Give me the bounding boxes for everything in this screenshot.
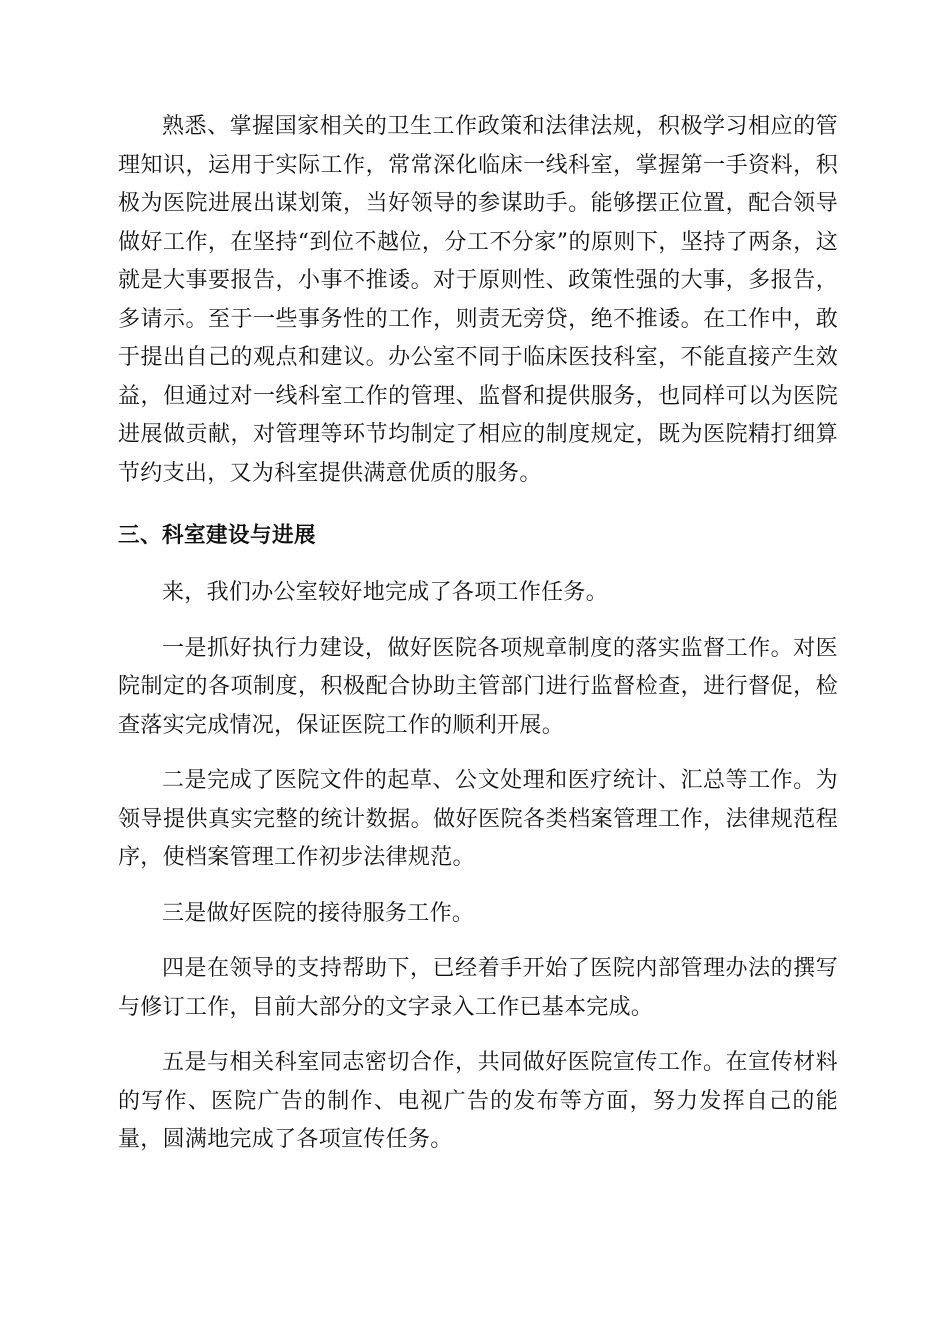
body-paragraph-item-2: 二是完成了医院文件的起草、公文处理和医疗统计、汇总等工作。为领导提供真实完整的统计数据。做好医院各类档案管理工作，法律规范程序，使档案管理工作初步法律规范。 <box>118 768 838 870</box>
body-paragraph-item-1: 一是抓好执行力建设，做好医院各项规章制度的落实监督工作。对医院制定的各项制度，积极配合协助主管部门进行监督检查，进行督促，检查落实完成情况，保证医院工作的顺利开展。 <box>118 635 838 738</box>
section-heading: 三、科室建设与进展 <box>118 523 317 548</box>
body-paragraph-duties: 熟悉、掌握国家相关的卫生工作政策和法律法规，积极学习相应的管理知识，运用于实际工作，常常深化临床一线科室，掌握第一手资料，积极为医院进展出谋划策，当好领导的参谋助手。能够摆正位置，配合领导做好工作，在坚持“到位不越位，分工不分家”的原则下，坚持了两条，这就是大事要报告，小事不推诿。对于原则性、政策性强的大事，多报告，多请示。至于一些事务性的工作，则责无旁贷，绝不推诿。在工作中，敢于提出自己的观点和建议。办公室不同于临床医技科室，不能直接产生效益，但通过对一线科室工作的管理、监督和提供服务，也同样可以为医院进展做贡献，对管理等环节均制定了相应的制度规定，既为医院精打细算节约支出，又为科室提供满意优质的服务。 <box>118 114 838 486</box>
body-paragraph-item-5: 五是与相关科室同志密切合作，共同做好医院宣传工作。在宣传材料的写作、医院广告的制作、电视广告的发布等方面，努力发挥自己的能量，圆满地完成了各项宣传任务。 <box>118 1050 838 1152</box>
body-paragraph-item-4: 四是在领导的支持帮助下，已经着手开始了医院内部管理办法的撰写与修订工作，目前大部分的文字录入工作已基本完成。 <box>118 956 838 1020</box>
body-paragraph-intro: 来，我们办公室较好地完成了各项工作任务。 <box>162 580 609 605</box>
body-paragraph-item-3: 三是做好医院的接待服务工作。 <box>162 900 475 926</box>
document-page <box>118 108 838 1160</box>
